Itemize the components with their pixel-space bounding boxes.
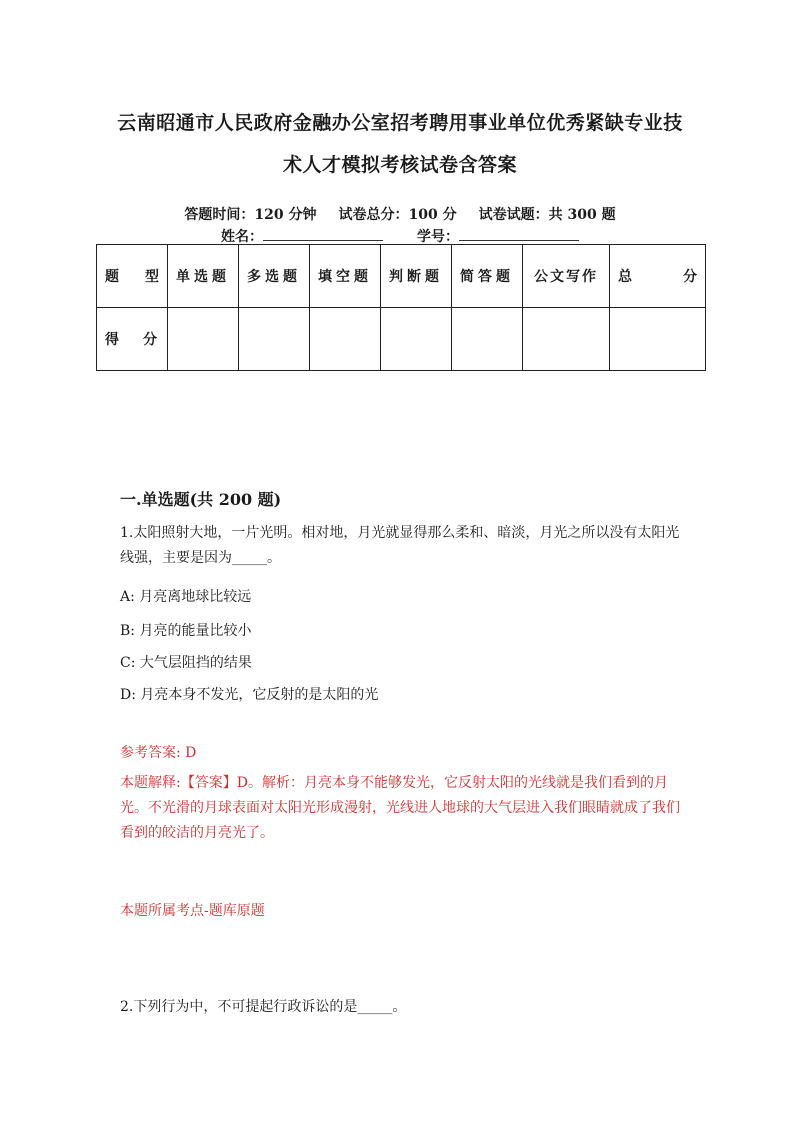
header-type-char-1: 题 xyxy=(105,269,119,285)
question-1-explanation: 本题解释:【答案】D。解析：月亮本身不能够发光，它反射太阳的光线就是我们看到的月光。不光滑的月球表面对太阳光形成漫射，光线进人地球的大气层进入我们眼睛就成了我们看到的皎洁的月亮光了。 xyxy=(120,775,680,841)
question-1-option-d: D: 月亮本身不发光，它反射的是太阳的光 xyxy=(120,687,379,703)
score-table-score-row xyxy=(97,308,706,371)
exam-time: 答题时间：120 分钟 xyxy=(184,207,317,223)
column-multi-choice: 多选题 xyxy=(239,245,310,308)
score-cell-true-false xyxy=(381,308,452,371)
total-char-1: 总 xyxy=(618,269,632,285)
question-1-option-c: C: 大气层阻挡的结果 xyxy=(120,655,252,671)
column-short-answer: 简答题 xyxy=(452,245,523,308)
score-label-cell xyxy=(97,308,168,371)
total-char-2: 分 xyxy=(683,269,697,285)
score-cell-single-choice xyxy=(168,308,239,371)
column-official-writing: 公文写作 xyxy=(523,245,610,308)
exam-meta-row xyxy=(0,204,800,224)
student-id-blank xyxy=(459,228,579,241)
document-title-line-1: 云南昭通市人民政府金融办公室招考聘用事业单位优秀紧缺专业技 xyxy=(117,112,683,134)
document-title-line-2: 术人才模拟考核试卷含答案 xyxy=(282,154,517,176)
score-cell-official-writing xyxy=(523,308,610,371)
column-total xyxy=(610,245,706,308)
question-1-option-b: B: 月亮的能量比较小 xyxy=(120,623,252,639)
question-1-source: 本题所属考点-题库原题 xyxy=(120,903,265,919)
column-fill-blank: 填空题 xyxy=(310,245,381,308)
question-1-text: 1.太阳照射大地，一片光明。相对地，月光就显得那么柔和、暗淡，月光之所以没有太阳光线强，主要是因为_____。 xyxy=(120,525,680,566)
student-id-label: 学号： xyxy=(417,229,459,245)
header-type-cell xyxy=(97,245,168,308)
header-type-char-2: 型 xyxy=(145,269,159,285)
score-char-1: 得 xyxy=(105,332,119,348)
name-label: 姓名： xyxy=(221,229,263,245)
section-title: 一.单选题(共 200 题) xyxy=(120,490,282,509)
name-blank xyxy=(263,228,383,241)
score-table xyxy=(96,244,706,371)
column-single-choice: 单选题 xyxy=(168,245,239,308)
question-2-text: 2.下列行为中，不可提起行政诉讼的是_____。 xyxy=(120,999,407,1015)
score-cell-multi-choice xyxy=(239,308,310,371)
score-cell-total xyxy=(610,308,706,371)
student-info-row xyxy=(0,226,800,246)
score-table-header-row xyxy=(97,245,706,308)
score-cell-fill-blank xyxy=(310,308,381,371)
score-char-2: 分 xyxy=(143,332,157,348)
score-cell-short-answer xyxy=(452,308,523,371)
exam-total-score: 试卷总分：100 分 xyxy=(338,207,457,223)
question-1-answer: 参考答案: D xyxy=(120,745,197,761)
exam-question-count: 试卷试题：共 300 题 xyxy=(478,207,616,223)
column-true-false: 判断题 xyxy=(381,245,452,308)
question-1-option-a: A: 月亮离地球比较远 xyxy=(120,589,252,605)
